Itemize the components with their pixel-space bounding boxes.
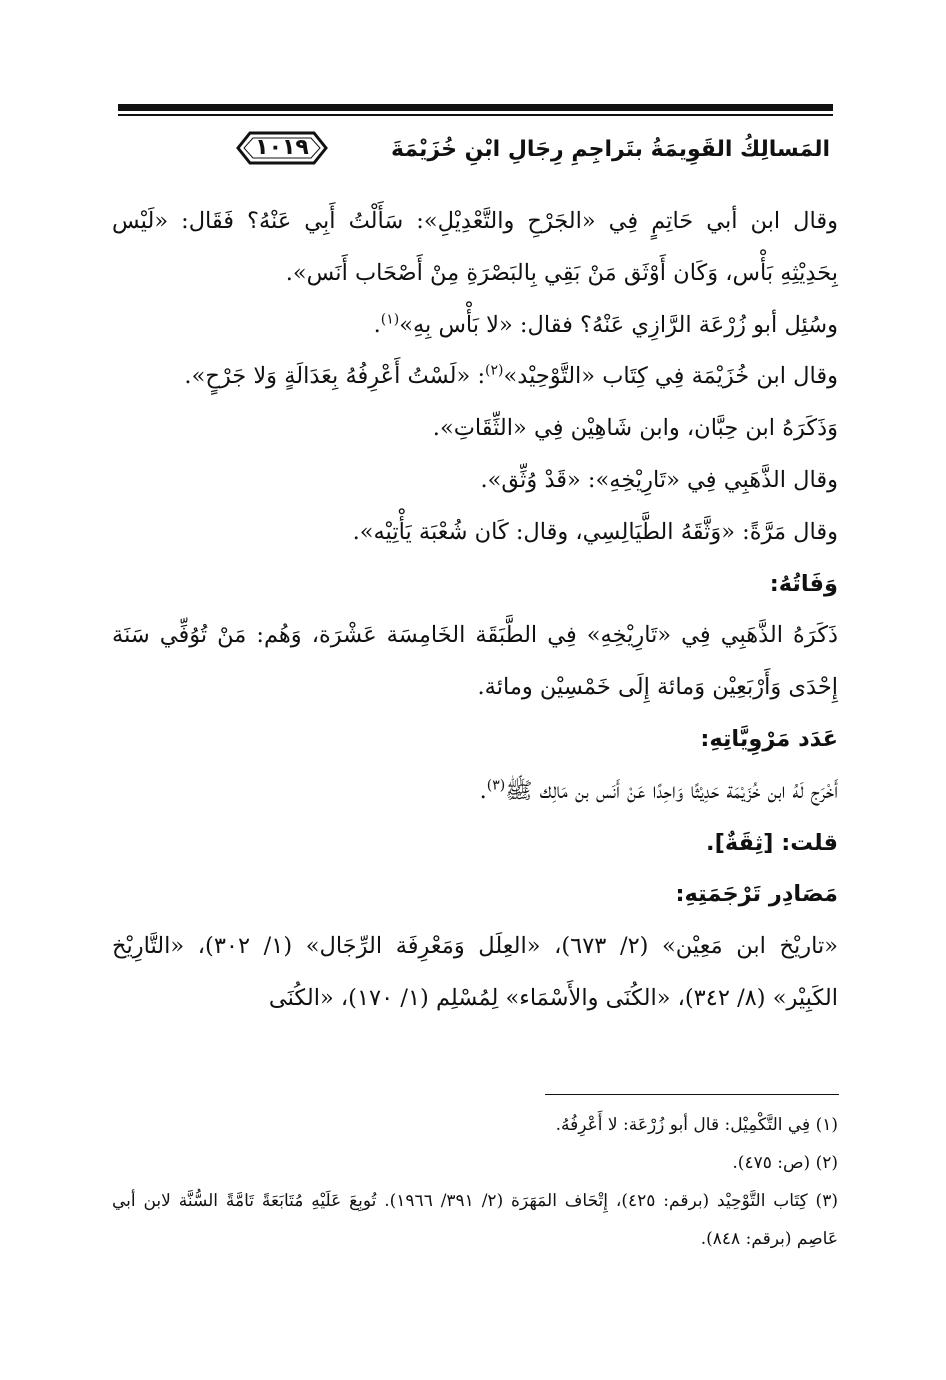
page-number: ١٠١٩ <box>255 135 309 160</box>
footnotes <box>112 1106 838 1258</box>
footnote-ref-3[interactable]: (٣) <box>486 777 506 794</box>
heading-narrations-count: عَدَد مَرْوِيَّاتِهِ: <box>700 725 838 752</box>
paragraph-text: وسُئِل أبو زُرْعَة الرَّازِي عَنْهُ؟ فقال: «لا بَأْس بِهِ» <box>399 311 838 338</box>
footnote-2: (٢) (ص: ٤٧٥). <box>732 1153 838 1173</box>
paragraph-verdict: قلت: [ثِقَةٌ]. <box>706 829 838 856</box>
footnote-3: (٣) كِتَاب التَّوْحِيْد (برقم: ٤٢٥)، إِتْحَاف المَهَرَة (٢/ ٣٩١/ ١٩٦٦). تُوبِعَ عَلَيْهِ مُتَابَعَةً تَامَّةً السُّنَّة لابن أبي عَاصِم (برقم: ٨٤٨). <box>112 1191 838 1249</box>
header-rule-thin <box>118 114 833 116</box>
paragraph-tayalisi: وقال مَرَّةً: «وَثَّقَهُ الطَّيَالِسِي، وقال: كَان شُعْبَة يَأْتِيْه». <box>352 518 838 545</box>
paragraph-text: أَخْرَج لَهُ ابن خُزَيْمَة حَدِيْثًا وَاحِدًا عَنْ أَنَس بن مَالِك ﷺ <box>505 777 838 804</box>
paragraph-death-details: ذَكَرَهُ الذَّهَبِي فِي «تَارِيْخِهِ» فِي الطَّبَقَة الخَامِسَة عَشْرَة، وَهُم: مَنْ تُوُفِّي سَنَة إِحْدَى وَأَرْبَعِيْن وَمائة إِلَى خَمْسِيْن ومائة. <box>112 622 838 701</box>
running-title: المَسالِكُ القَوِيمَةُ بتَراجِمِ رِجَالِ ابْنِ خُزَيْمَةَ <box>391 137 830 162</box>
paragraph-end: . <box>373 311 381 338</box>
body-text <box>112 196 838 1025</box>
paragraph-abu-zura <box>112 300 838 352</box>
paragraph-ibn-khuzayma <box>112 351 838 403</box>
paragraph-thiqat: وَذَكَرَهُ ابن حِبَّان، وابن شَاهِيْن فِي «الثِّقَاتِ». <box>432 415 838 442</box>
paragraph-narrations <box>112 766 838 818</box>
paragraph-sources: «تاريْخ ابن مَعِيْن» (٢/ ٦٧٣)، «العِلَل وَمَعْرِفَة الرِّجَال» (١/ ٣٠٢)، «التَّارِيْخ الكَبِيْر» (٨/ ٣٤٢)، «الكُنَى والأَسْمَاء» لِمُسْلِم (١/ ١٧٠)، «الكُنَى <box>112 933 838 1011</box>
footnote-1: (١) فِي التَّكْمِيْل: قال أبو زُرْعَة: لا أَعْرِفُهُ. <box>555 1115 838 1135</box>
paragraph-end: . <box>479 777 487 804</box>
heading-sources: مَصَادِر تَرْجَمَتِهِ: <box>675 881 838 908</box>
paragraph-ibn-abi-hatim: وقال ابن أبي حَاتِمٍ فِي «الجَرْحِ والتَّعْدِيْلِ»: سَأَلْتُ أَبِي عَنْهُ؟ فَقَال: «لَيْس بِحَدِيْثِهِ بَأْس، وَكَان أَوْثَق مَنْ بَقِي بِالبَصْرَةِ مِنْ أَصْحَاب أَنَس». <box>112 208 838 286</box>
heading-death: وَفَاتُهُ: <box>769 570 838 597</box>
footnote-ref-2[interactable]: (٢) <box>485 362 504 379</box>
page-number-ornament <box>236 130 328 166</box>
footnote-separator <box>545 1094 839 1095</box>
footnote-ref-1[interactable]: (١) <box>380 311 400 328</box>
paragraph-dhahabi: وقال الذَّهَبِي فِي «تَارِيْخِهِ»: «قَدْ وُثِّق». <box>480 466 838 493</box>
header-rule-thick <box>118 104 833 111</box>
paragraph-text: وقال ابن خُزَيْمَة فِي كِتَاب «التَّوْحِيْد» <box>503 363 838 390</box>
paragraph-end: : «لَسْتُ أَعْرِفُهُ بِعَدَالَةٍ وَلا جَرْحٍ». <box>184 363 486 390</box>
